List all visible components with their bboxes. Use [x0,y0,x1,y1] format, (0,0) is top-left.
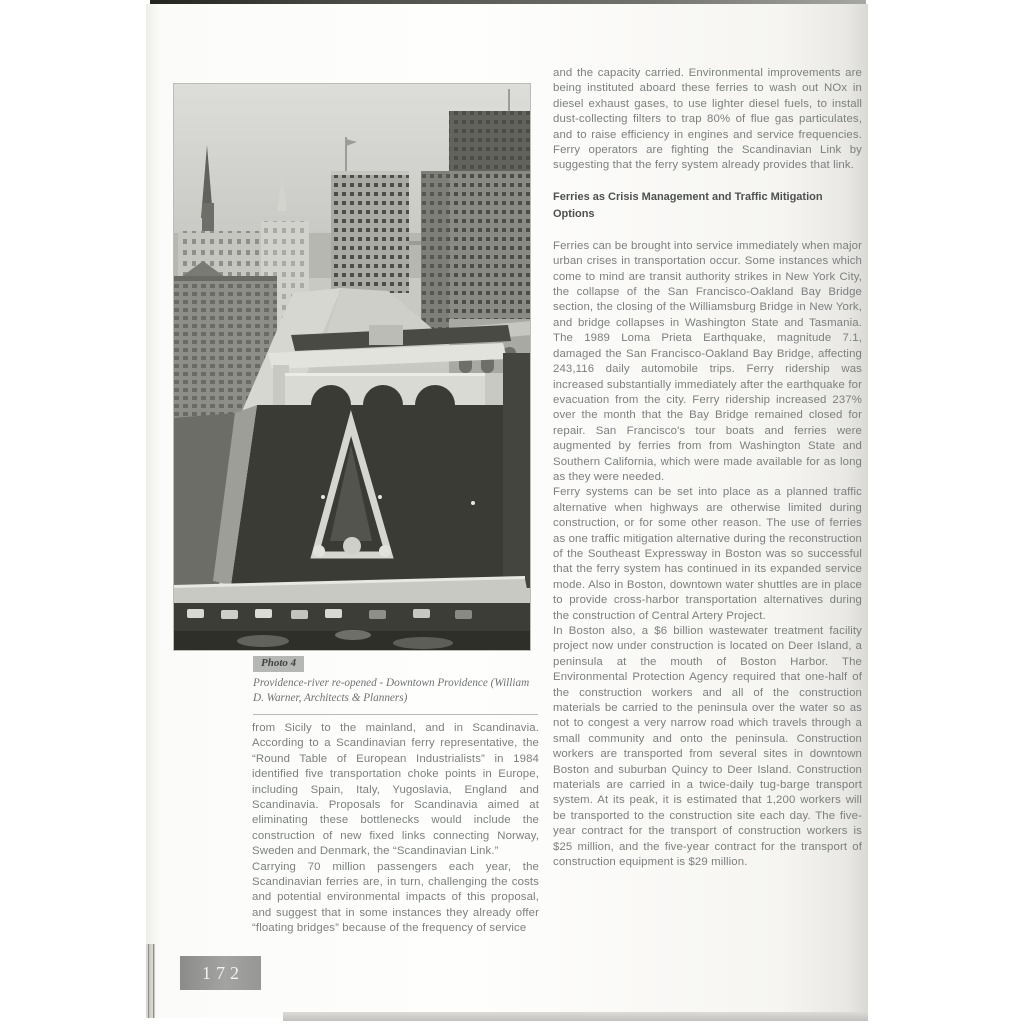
book-bottom-edge [283,1012,868,1021]
paragraph: Ferry systems can be set into place as a planned traffic alternative when highways are otherwise limited during construction, or for some other reason. The use of ferries as one traffic mitigation alternative during the reconstruction of the Southeast Expressway in Boston was so successful that the ferry system has continued in its expanded service mode. Also in Boston, downtown water shuttles are in place to provide cross-harbor transportation alternatives during the construction of Central Artery Project. [553,486,862,622]
left-column [252,721,539,937]
photo-caption: Providence-river re-opened - Downtown Providence (William D. Warner, Architects & Planners) [253,676,538,715]
paragraph: In Boston also, a $6 billion wastewater treatment facility project now under construction is located on Deer Island, a peninsula at the mouth of Boston Harbor. The Environmental Protection Agency required that one-half of the construction workers and all of the construction materials be carried to the peninsula over the water so as not to congest a very narrow road which travels through a small community and onto the peninsula. Construction workers are transported from several sites in downtown Boston and suburban Quincy to Deer Island. Construction materials are carried in a twice-daily tug-barge transport system. At its peak, it is estimated that 1,200 workers will be transported to the construction site each day. The five-year contract for the transport of construction workers is $25 million, and the five-year contract for the transport of construction equipment is $29 million. [553,625,862,869]
section-heading: Ferries as Crisis Management and Traffic Mitigation Options [553,190,823,220]
paragraph: and the capacity carried. Environmental improvements are being instituted aboard these ferries to wash out NOx in diesel exhaust gases, to use lighter diesel fuels, to install dust-collecting filters to trap 80% of flue gas particulates, and to raise efficiency in engines and service frequencies. Ferry operators are fighting the Scandinavian Link by suggesting that the ferry system already provides that link. [553,67,862,172]
page-number: 172 [202,962,244,983]
page-number-badge [180,956,261,990]
paragraph: from Sicily to the mainland, and in Scandinavia. According to a Scandinavian ferry representative, the “Round Table of European Industrialists” in 1984 identified five transportation choke points in Europe, including Spain, Italy, Yugoslavia, England and Scandinavia. Proposals for Scandinavia aimed at eliminating these bottlenecks would include the construction of new fixed links connecting Norway, Sweden and Denmark, the “Scandinavian Link.” [252,722,539,858]
photo-caption-block [253,653,538,715]
paragraph: Carrying 70 million passengers each year, the Scandinavian ferries are, in turn, challenging the costs and potential environmental impacts of this proposal, and suggest that in some instances they already offer “floating bridges” because of the frequency of service [252,860,539,935]
providence-aerial-photo [173,83,531,651]
photo-badge: Photo 4 [253,656,304,672]
paragraph: Ferries can be brought into service immediately when major urban crises in transportation occur. Some instances which come to mind are transit authority strikes in New York City, the collapse of the San Francisco-Oakland Bay Bridge section, the closing of the Williamsburg Bridge in New York, and bridge collapses in Washington State and Tasmania. The 1989 Loma Prieta Earthquake, magnitude 7.1, damaged the San Francisco-Oakland Bay Bridge, affecting 243,116 daily automobile trips. Ferry ridership was increased substantially immediately after the earthquake for evacuation from the city. Ferry ridership increased 237% over the month that the Bay Bridge remained closed for repair. San Francisco's tour boats and ferries were augmented by ferries from from Washington State and Southern California, which were made available for as long as they were needed. [553,239,862,483]
right-column [553,66,862,871]
page-stack-edge [146,944,155,1018]
photo-image [173,83,531,651]
